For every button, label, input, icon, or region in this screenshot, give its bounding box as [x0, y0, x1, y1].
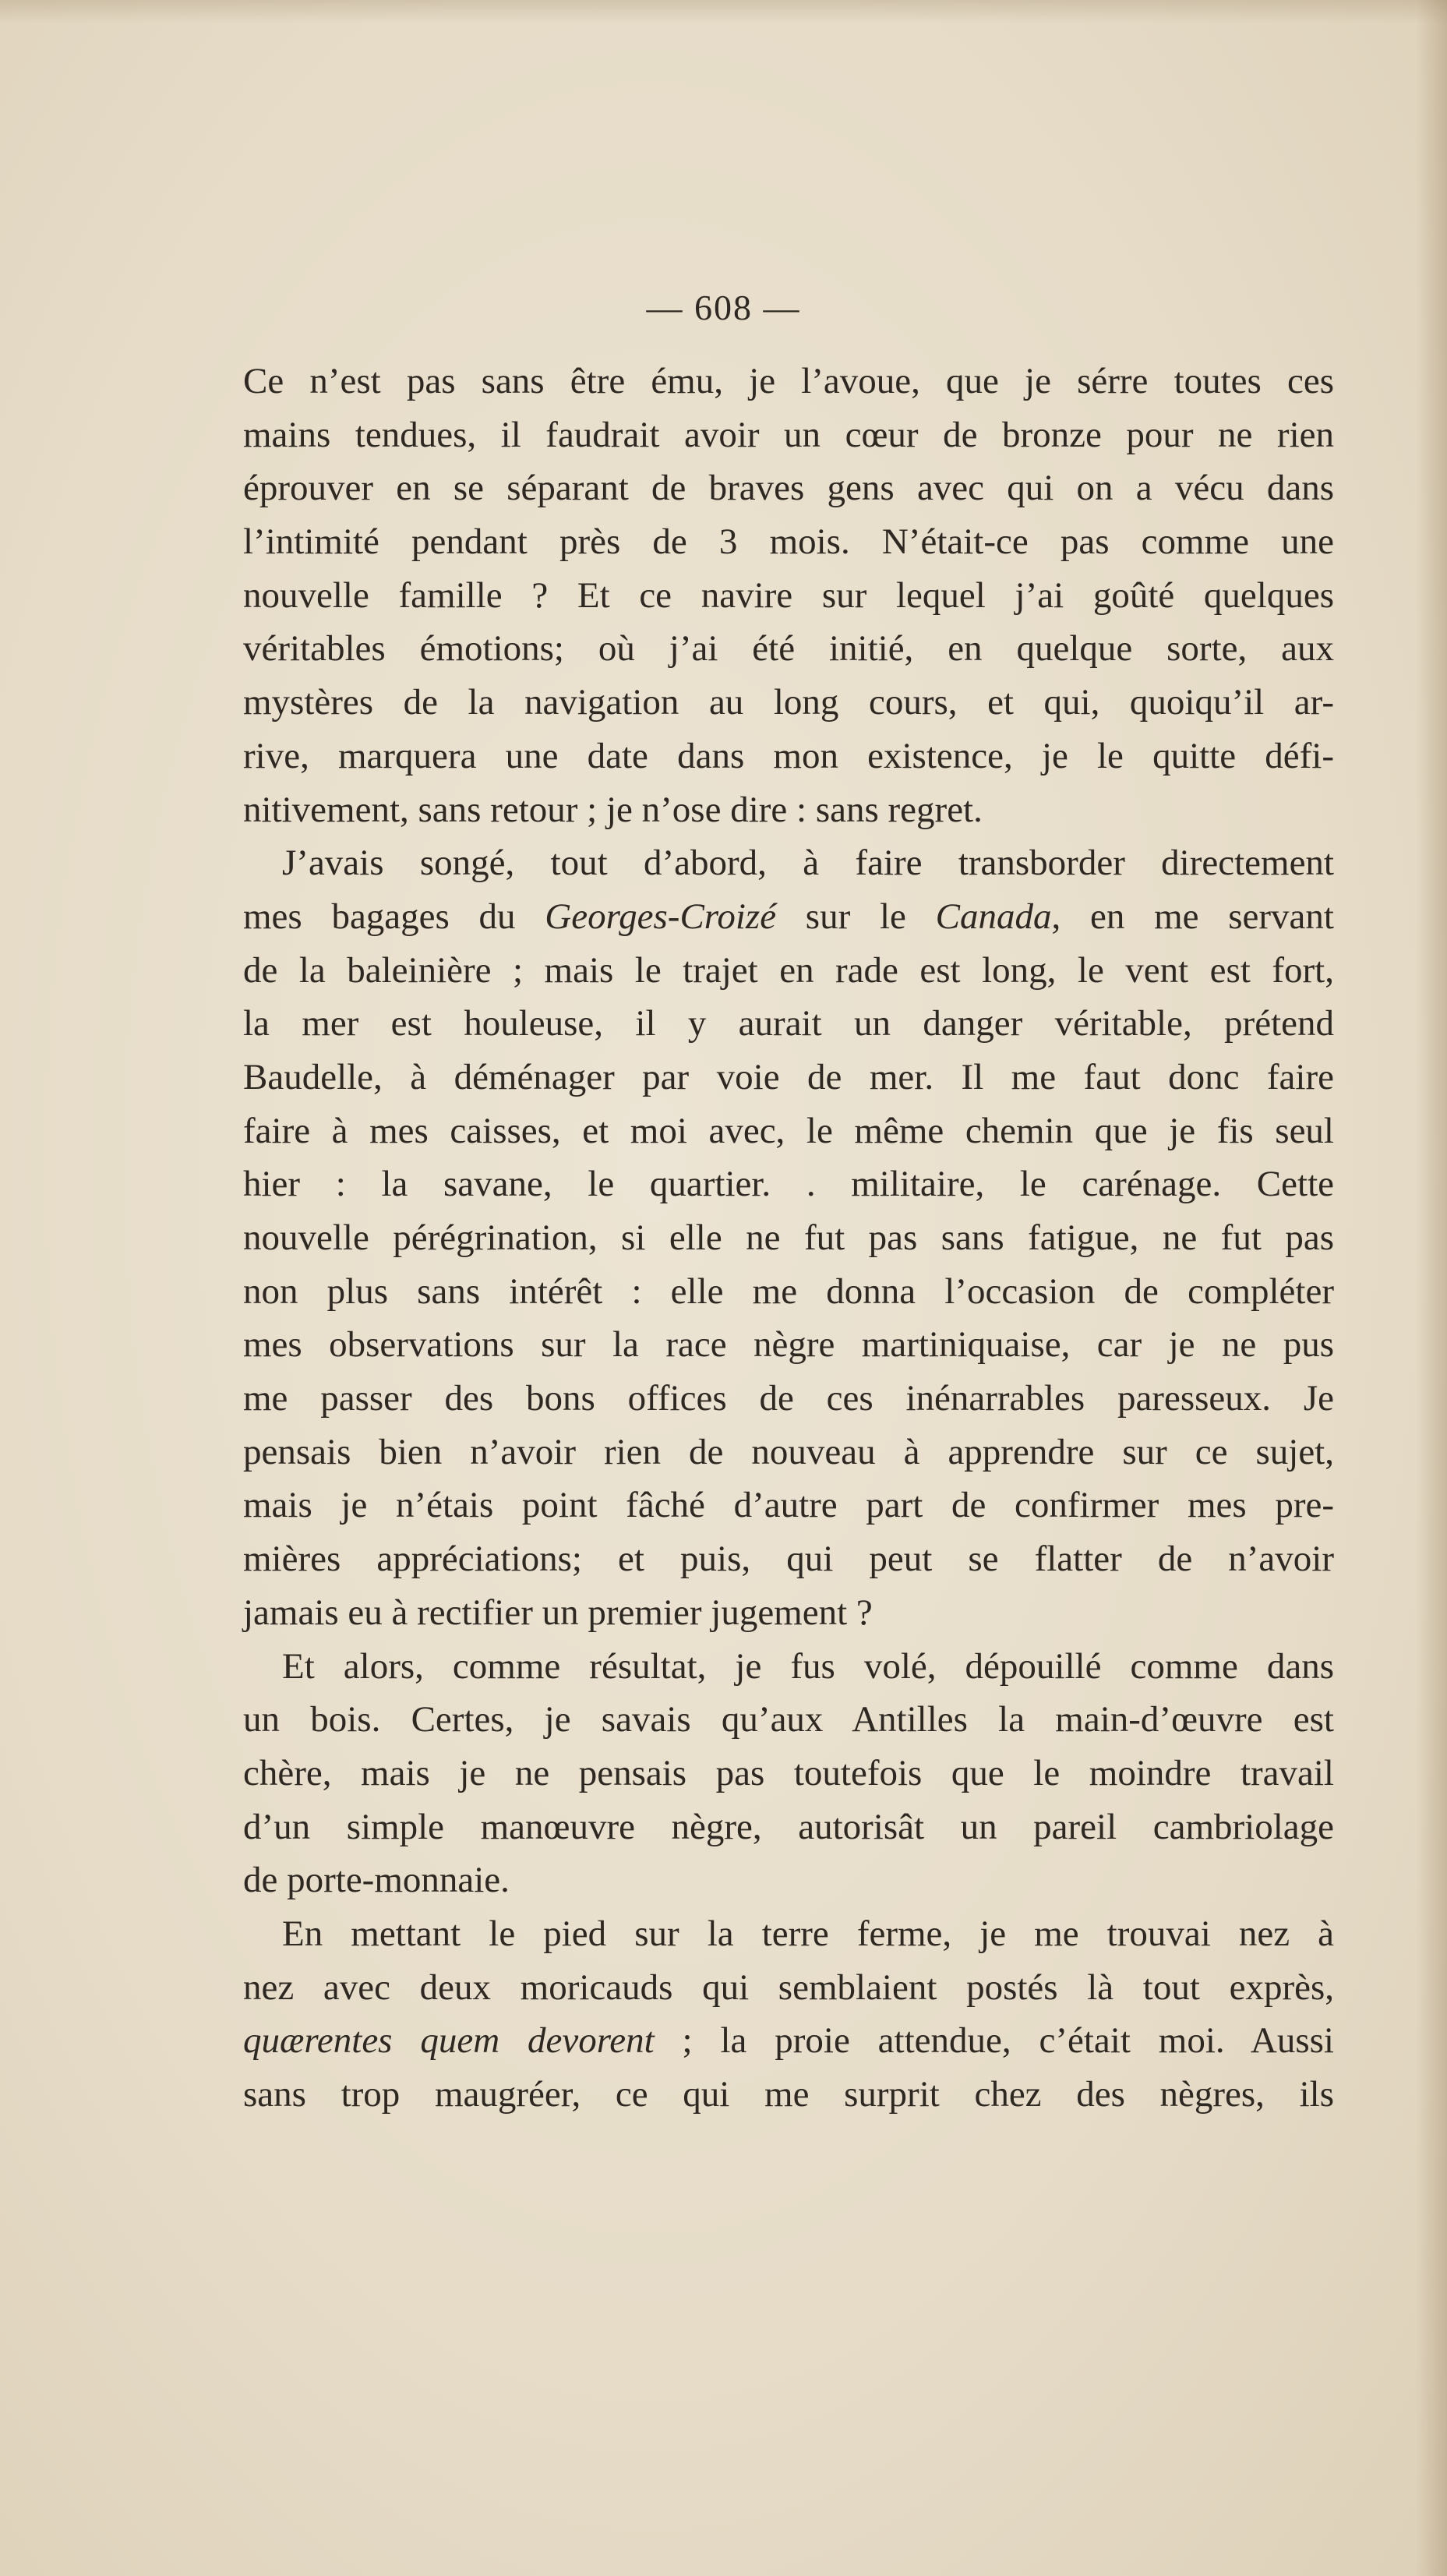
- text-segment: mes bagages du: [243, 896, 545, 937]
- text-line: [243, 1853, 1334, 1907]
- text-line: [243, 1426, 1334, 1479]
- text-segment: jamais eu à rectifier un premier jugement ?: [243, 1592, 873, 1633]
- text-line: [243, 1532, 1334, 1586]
- text-line: [243, 408, 1334, 462]
- text-segment: l’intimité pendant près de 3 mois. N’était-ce pas comme une: [243, 521, 1334, 563]
- paragraph: [243, 1907, 1334, 2122]
- text-line: [243, 1479, 1334, 1532]
- text-segment: faire à mes caisses, et moi avec, le même chemin que je fis seul: [243, 1110, 1334, 1151]
- text-segment: Baudelle, à déménager par voie de mer. Il me faut donc faire: [243, 1056, 1334, 1097]
- italic-text: Canada: [935, 896, 1052, 937]
- text-segment: Ce n’est pas sans être ému, je l’avoue, que je sérre toutes ces: [243, 361, 1334, 401]
- text-segment: un bois. Certes, je savais qu’aux Antilles la main-d’œuvre est: [243, 1699, 1334, 1740]
- text-segment: non plus sans intérêt : elle me donna l’occasion de compléter: [243, 1270, 1334, 1312]
- text-line: [243, 783, 1334, 837]
- text-line: [243, 1800, 1334, 1854]
- text-line: [243, 515, 1334, 569]
- text-segment: nouvelle famille ? Et ce navire sur lequel j’ai goûté quelques: [243, 574, 1334, 616]
- text-line: [243, 730, 1334, 783]
- text-segment: Et alors, comme résultat, je fus volé, dépouillé comme dans: [282, 1645, 1334, 1687]
- text-segment: véritables émotions; où j’ai été initié, en quelque sorte, aux: [243, 628, 1334, 670]
- text-segment: rive, marquera une date dans mon existence, je le quitte défi-: [243, 735, 1334, 776]
- page-top-shadow: [0, 0, 1447, 23]
- text-segment: la mer est houleuse, il y aurait un danger véritable, prétend: [243, 1003, 1334, 1044]
- text-segment: nez avec deux moricauds qui semblaient postés là tout exprès,: [243, 1966, 1334, 2008]
- text-line: [243, 1051, 1334, 1104]
- text-line: [243, 1104, 1334, 1158]
- paragraph: [243, 1640, 1334, 1907]
- text-segment: me passer des bons offices de ces inénarrables paresseux. Je: [243, 1378, 1334, 1419]
- page-edge-shadow: [1416, 0, 1447, 2576]
- text-segment: nouvelle pérégrination, si elle ne fut pas sans fatigue, ne fut pas: [243, 1217, 1334, 1258]
- text-line: [243, 1747, 1334, 1800]
- text-line: [243, 461, 1334, 515]
- body-text: [243, 355, 1334, 2122]
- text-line: [243, 622, 1334, 676]
- italic-text: quærentes quem devorent: [243, 2020, 655, 2062]
- text-segment: nitivement, sans retour ; je n’ose dire : sans regret.: [243, 789, 983, 830]
- text-segment: sans trop maugréer, ce qui me surprit chez des nègres, ils: [243, 2074, 1334, 2115]
- text-segment: hier : la savane, le quartier. . militaire, le carénage. Cette: [243, 1164, 1334, 1205]
- text-segment: mystères de la navigation au long cours, et qui, quoiqu’il ar-: [243, 682, 1334, 723]
- text-segment: mais je n’étais point fâché d’autre part de confirmer mes pre-: [243, 1485, 1334, 1526]
- italic-text: Georges-Croizé: [545, 896, 777, 937]
- text-segment: d’un simple manœuvre nègre, autorisât un pareil cambriolage: [243, 1806, 1334, 1847]
- text-line: [243, 1211, 1334, 1265]
- text-segment: éprouver en se séparant de braves gens avec qui on a vécu dans: [243, 468, 1334, 509]
- text-line: [243, 569, 1334, 623]
- text-line: [243, 890, 1334, 944]
- text-line: [243, 1961, 1334, 2015]
- text-segment: de porte-monnaie.: [243, 1860, 510, 1901]
- paragraph: [243, 355, 1334, 836]
- text-segment: chère, mais je ne pensais pas toutefois que le moindre travail: [243, 1752, 1334, 1793]
- text-line: [243, 2014, 1334, 2068]
- text-line: [243, 836, 1334, 890]
- text-line: [243, 1586, 1334, 1640]
- text-line: [243, 944, 1334, 998]
- page-number: — 608 —: [646, 288, 801, 327]
- text-line: [243, 2068, 1334, 2122]
- text-segment: de la baleinière ; mais le trajet en rade est long, le vent est fort,: [243, 949, 1334, 991]
- text-segment: mains tendues, il faudrait avoir un cœur de bronze pour ne rien: [243, 414, 1334, 455]
- text-segment: pensais bien n’avoir rien de nouveau à apprendre sur ce sujet,: [243, 1431, 1334, 1472]
- text-segment: En mettant le pied sur la terre ferme, je me trouvai nez à: [282, 1913, 1334, 1954]
- paragraph: [243, 836, 1334, 1639]
- text-segment: mières appréciations; et puis, qui peut se flatter de n’avoir: [243, 1539, 1334, 1580]
- text-segment: J’avais songé, tout d’abord, à faire transborder directement: [282, 843, 1334, 884]
- text-segment: , en me servant: [1051, 896, 1334, 937]
- text-line: [243, 1157, 1334, 1211]
- text-line: [243, 355, 1334, 408]
- text-line: [243, 676, 1334, 730]
- text-line: [243, 1265, 1334, 1319]
- text-line: [243, 1372, 1334, 1426]
- text-line: [243, 1318, 1334, 1372]
- text-line: [243, 1907, 1334, 1961]
- text-segment: sur le: [776, 896, 936, 937]
- text-segment: mes observations sur la race nègre martiniquaise, car je ne pus: [243, 1324, 1334, 1366]
- text-line: [243, 997, 1334, 1051]
- text-line: [243, 1693, 1334, 1747]
- text-line: [243, 1640, 1334, 1694]
- text-segment: ; la proie attendue, c’était moi. Aussi: [654, 2020, 1334, 2062]
